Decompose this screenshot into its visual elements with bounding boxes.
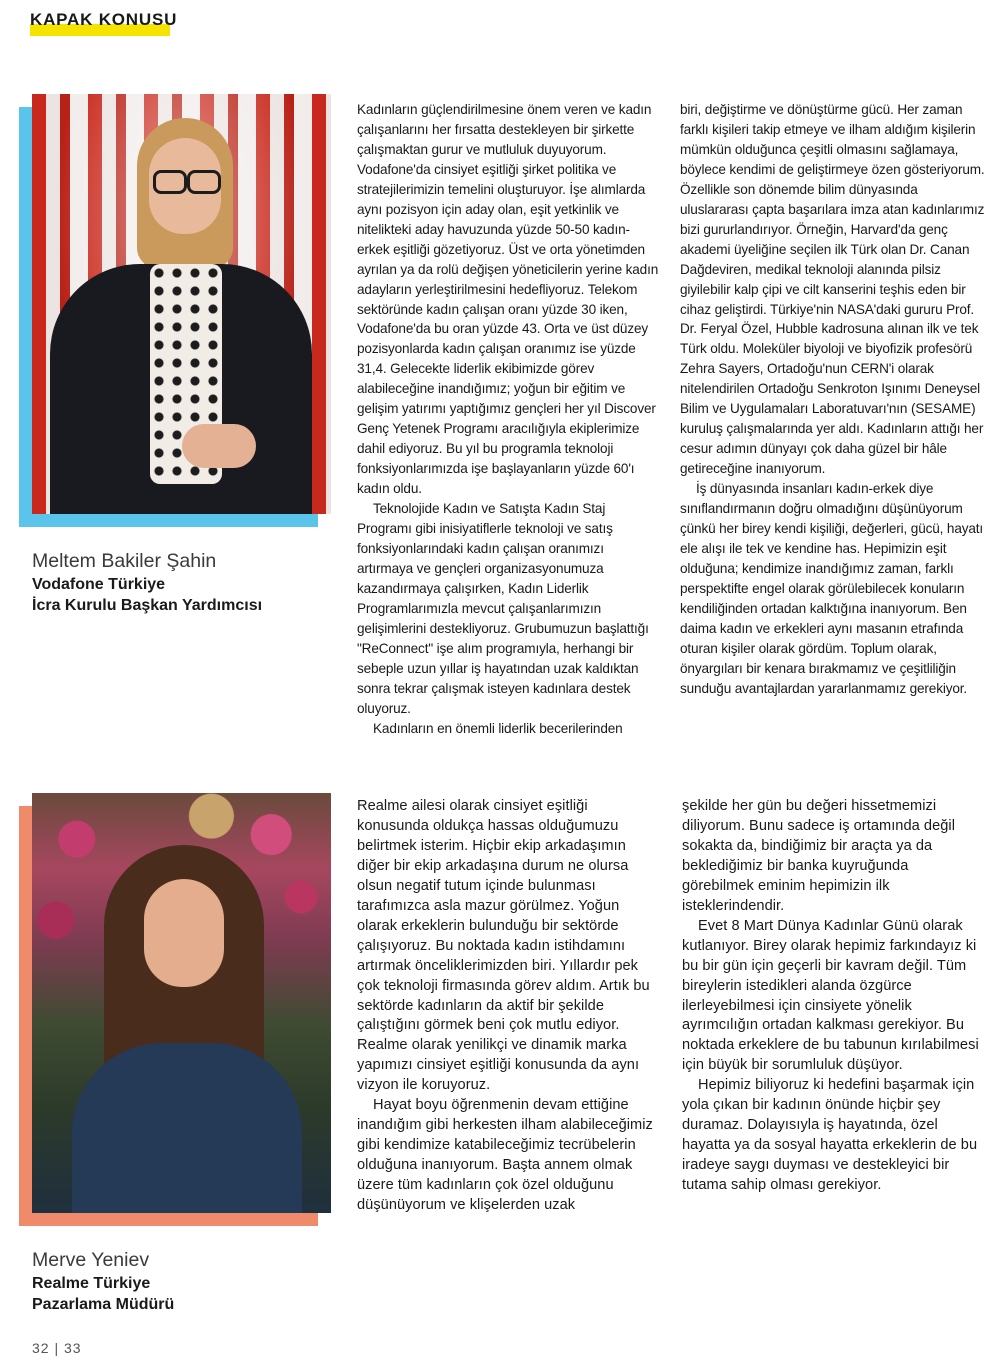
paragraph: Hepimiz biliyoruz ki hedefini başarmak için yola çıkan bir kadının önünde hiçbir şey duramaz. Dolayısıyla iş hayatında, özel hayatta ya da sosyal hayatta erkeklerin de bu iradeye saygı duyması ve destekleyici bir tutama sahip olması gerekiyor. — [682, 1077, 978, 1194]
person-name: Meltem Bakiler Şahin — [32, 550, 217, 572]
paragraph: Evet 8 Mart Dünya Kadınlar Günü olarak kutlanıyor. Birey olarak hepimiz farkındayız ki bu bir gün için geçerli bir kavram değil. Tüm bireylerin istedikleri alanda özgürce ilerleyebilmesi için cinsiyete yönelik ayrımcılığın ortadan kalkması gerekiyor. Bu noktada erkeklere de bu tabunun kırılabilmesi için büyük bir sorumluluk düşüyor. — [682, 917, 979, 1074]
paragraph: Hayat boyu öğrenmenin devam ettiğine inandığım gibi herkesten ilham alabileceğimiz gibi kendimize katabileceğimiz tecrübelerin olduğuna inanıyorum. Başta annem olmak üzere tüm kadınların çok özel olduğunu düşünüyorum ve klişelerden uzak — [357, 1097, 653, 1214]
paragraph: biri, değiştirme ve dönüştürme gücü. Her zaman farklı kişileri takip etmeye ve ilham aldığım kişilerin mümkün olduğunca çeşitli olmasını sağlamaya, böylece kendimi de geliştirmeye özen gösteriyorum. Özellikle son dönemde bilim dünyasında uluslararası çapta başarılara imza atan kadınlarımız bizi gururlandırıyor. Örneğin, Harvard'da genç akademi üyeliğine seçilen ilk Türk olan Dr. Canan Dağdeviren, medikal teknoloji alanında pilsiz giyilebilir kalp çipi ve cilt kanserini teşhis eden bir cihaz geliştirdi. Türkiye'nin NASA'daki gururu Prof. Dr. Feryal Özel, Hubble kadrosuna alınan ilk ve tek Türk oldu. Moleküler biyoloji ve biyofizik profesörü Zehra Sayers, Ortadoğu'nun CERN'i olarak nitelendirilen Ortadoğu Senkroton Işınımı Deneysel Bilim ve Uygulamaları Laboratuvarı'nın (SESAME) kuruluş çalışmalarında yer aldı. Kadınların attığı her cesur adımın dünyayı çok daha güzel bir hâle getireceğine inanıyorum. — [680, 102, 985, 477]
article-column-2a — [357, 797, 657, 1216]
paragraph: İş dünyasında insanları kadın-erkek diye sınıflandırmanın doğru olmadığını düşünüyorum çünkü her birey kendi kişiliği, değerleri, gücü, hayatı ele alışı ile tek ve kendine has. Hepimizin eşit olduğuna; kendimize inandığımız zaman, farklı perspektifte engel olarak görülebilecek konuların kendiliğinden ortadan kalktığına inanıyorum. Ben daima kadın ve erkekleri aynı masanın etrafında oturan kişiler olarak gördüm. Toplum olarak, önyargıları bir kenara bırakmamız ve çeşitliliğin sunduğu avantajlardan yararlanmamız gerekiyor. — [680, 481, 984, 696]
paragraph: Realme ailesi olarak cinsiyet eşitliği konusunda oldukça hassas olduğumuzu belirtmek isterim. Hiçbir ekip arkadaşımın diğer bir ekip arkadaşına durum ne olursa olsun negatif tutum içinde bulunması tarafımızca asla mazur görülmez. Yoğun olarak erkeklerin bulunduğu bir sektörde çalışıyoruz. Bu noktada kadın istihdamını artırmak önceliklerimizden biri. Yıllardır pek çok teknoloji firmasında görev aldım. Artık bu sektörde kadınların da aktif bir şekilde çalıştığını görmek beni çok mutlu ediyor. Realme olarak yenilikçi ve dinamik marka yapımızı cinsiyet eşitliği konusunda da aynı vizyon ile koruyoruz. — [357, 798, 650, 1094]
paragraph: Kadınların güçlendirilmesine önem veren ve kadın çalışanlarını her fırsatta destekleyen bir şirkette çalışmaktan gurur ve mutluluk duyuyorum. Vodafone'da cinsiyet eşitliği şirket politika ve stratejilerimizin temelini oluşturuyor. İşe alımlarda aynı pozisyon için aday olan, eşit yetkinlik ve nitelikteki aday havuzunda yüzde 50-50 kadın-erkek eşitliği gözetiyoruz. Üst ve orta yönetimden ayrılan ya da rolü değişen yöneticilerin yerine kadın adayların yerleştirilmesini hedefliyoruz. Telekom sektöründe kadın çalışan oranı yüzde 30 iken, Vodafone'da bu oran yüzde 43. Orta ve üst düzey pozisyonlarda kadın çalışan oranımız ise yüzde 31,4. Gelecekte liderlik ekibimizde görev alabileceğine inandığımız; yoğun bir eğitim ve gelişim yatırımı yaptığımız gençleri her yıl Discover Genç Yetenek Programı aracılığıyla ekiplerimize dahil ediyoruz. Bu yıl bu programla teknoloji fonksiyonlarımızda işe başlayanların yüzde 60'ı kadın oldu. — [357, 102, 659, 497]
section-title: KAPAK KONUSU — [30, 10, 178, 29]
profile-caption-1 — [32, 550, 262, 618]
paragraph: Kadınların en önemli liderlik becerilerinden — [373, 720, 623, 736]
person-name: Merve Yeniev — [32, 1249, 150, 1271]
paragraph: şekilde her gün bu değeri hissetmemizi diliyorum. Bunu sadece iş ortamında değil sokakta da, bindiğimiz bir araçta ya da beklediğimiz bir banka kuyruğunda görebilmek eminim hepimizin ilk isteklerindendir. — [682, 798, 955, 914]
article-column-2b — [682, 797, 982, 1196]
portrait-photo-2 — [32, 793, 331, 1213]
page-numbers: 32 | 33 — [32, 1340, 82, 1356]
person-role: İcra Kurulu Başkan Yardımcısı — [32, 597, 263, 614]
person-company: Vodafone Türkiye — [32, 576, 166, 593]
article-column-1a — [357, 100, 662, 739]
paragraph: Teknolojide Kadın ve Satışta Kadın Staj Programı gibi inisiyatiflerle teknoloji ve satış fonksiyonlarındaki kadın çalışan oranımızı artırmaya ve gençleri organizasyonumuza kazandırmaya çalışırken, Kadın Liderlik Programlarımızla mevcut çalışanlarımızın gelişimlerini destekliyoruz. Grubumuzun başlattığı "ReConnect" işe alım programıyla, herhangi bir sebeple uzun yıllar iş hayatından uzak kaldıktan sonra tekrar çalışmak isteyen kadınlara destek oluyoruz. — [357, 501, 649, 716]
profile-caption-2 — [32, 1249, 174, 1317]
portrait-photo-1 — [32, 94, 331, 514]
person-role: Pazarlama Müdürü — [32, 1296, 175, 1313]
person-company: Realme Türkiye — [32, 1275, 151, 1292]
article-column-1b — [680, 100, 985, 699]
section-header — [30, 10, 177, 30]
